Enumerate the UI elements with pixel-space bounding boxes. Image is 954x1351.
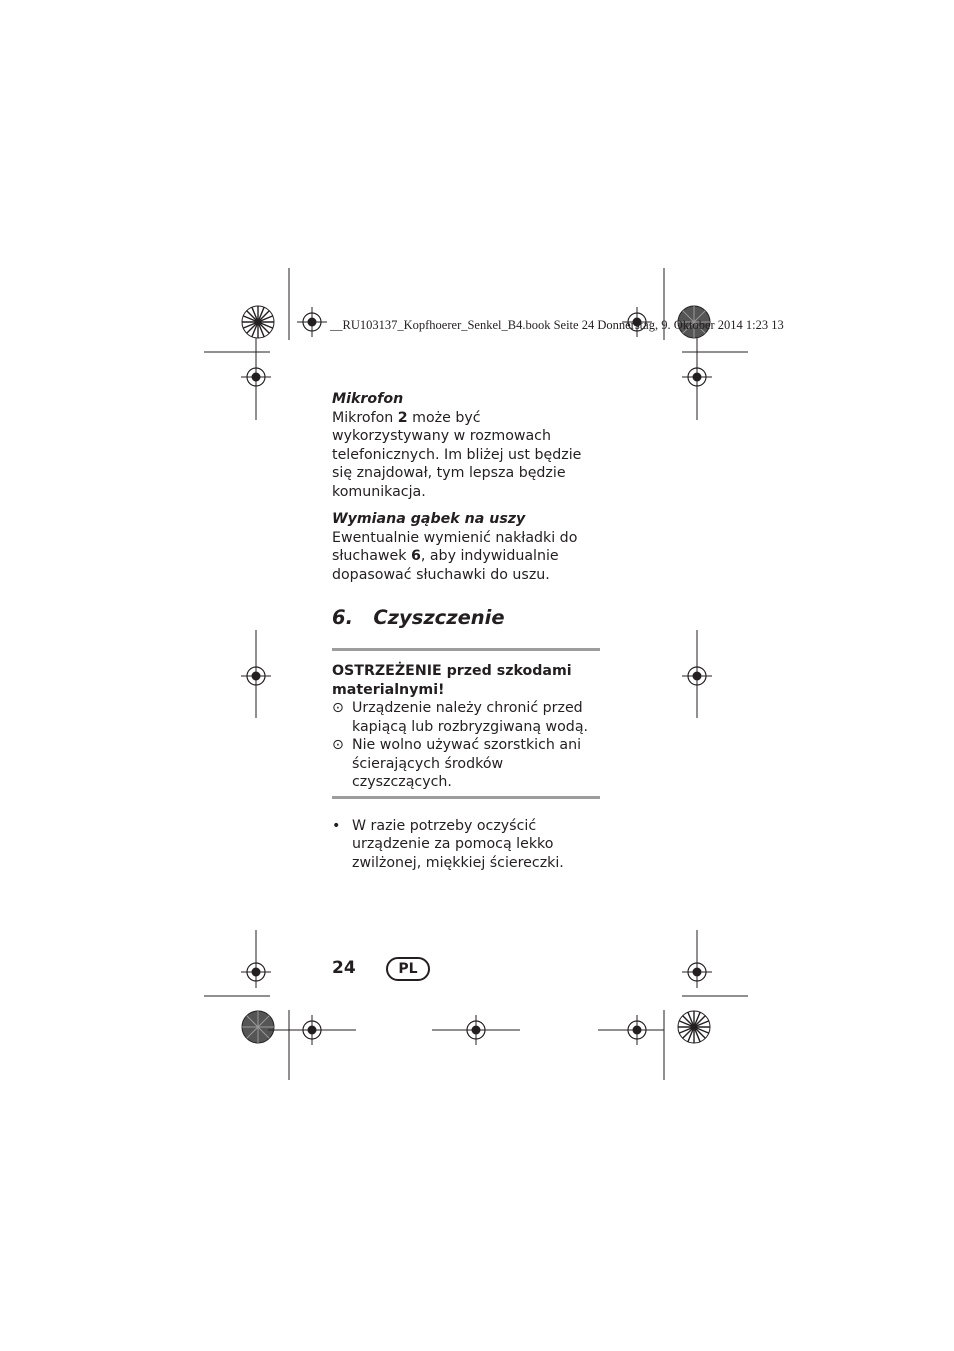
circled-dot-icon: ⊙ [332, 737, 344, 753]
gabki-heading: Wymiana gąbek na uszy [332, 511, 526, 527]
page-number: 24 [332, 958, 356, 978]
warning-item-text: Nie wolno używać szorstkich ani ścierających środków czyszczących. [352, 737, 582, 790]
warning-title: OSTRZEŻENIE przed szkodami materialnymi! [332, 663, 572, 698]
instruction-text: W razie potrzeby oczyścić urządzenie za pomocą lekko zwilżonej, miękkiej ściereczki. [352, 817, 564, 871]
instruction-list [332, 817, 602, 873]
page-content [332, 390, 602, 872]
instruction-item [332, 817, 602, 873]
section-heading-cleaning: 6. Czyszczenie [332, 606, 505, 629]
circled-dot-icon: ⊙ [332, 700, 344, 716]
gabki-text-start: Ewentualnie wymienić nakładki do słuchawek [332, 529, 578, 564]
warning-bottom-rule [332, 796, 600, 799]
warning-item-text: Urządzenie należy chronić przed kapiącą lub rozbryzgiwaną wodą. [352, 700, 589, 735]
mikrofon-text [332, 409, 602, 502]
print-file-header: __RU103137_Kopfhoerer_Senkel_B4.book Seite 24 Donnerstag, 9. Oktober 2014 1:23 13 [330, 318, 784, 332]
warning-list [332, 699, 602, 792]
mikrofon-text-start: Mikrofon [332, 409, 398, 426]
bullet-icon: • [332, 817, 341, 834]
language-badge: PL [386, 957, 430, 981]
warning-item [332, 699, 602, 736]
warning-top-rule [332, 648, 600, 651]
gabki-text [332, 529, 602, 585]
gabki-ref-number: 6 [410, 548, 421, 564]
mikrofon-ref-number: 2 [397, 409, 408, 426]
warning-item [332, 736, 602, 792]
gabki-text-end: , aby indywidualnie dopasować słuchawki do uszu. [332, 548, 559, 583]
mikrofon-text-end: może być wykorzystywany w rozmowach telefonicznych. Im bliżej ust będzie się znajdował, tym lepsza będzie komunikacja. [332, 409, 582, 500]
mikrofon-heading: Mikrofon [332, 391, 404, 407]
